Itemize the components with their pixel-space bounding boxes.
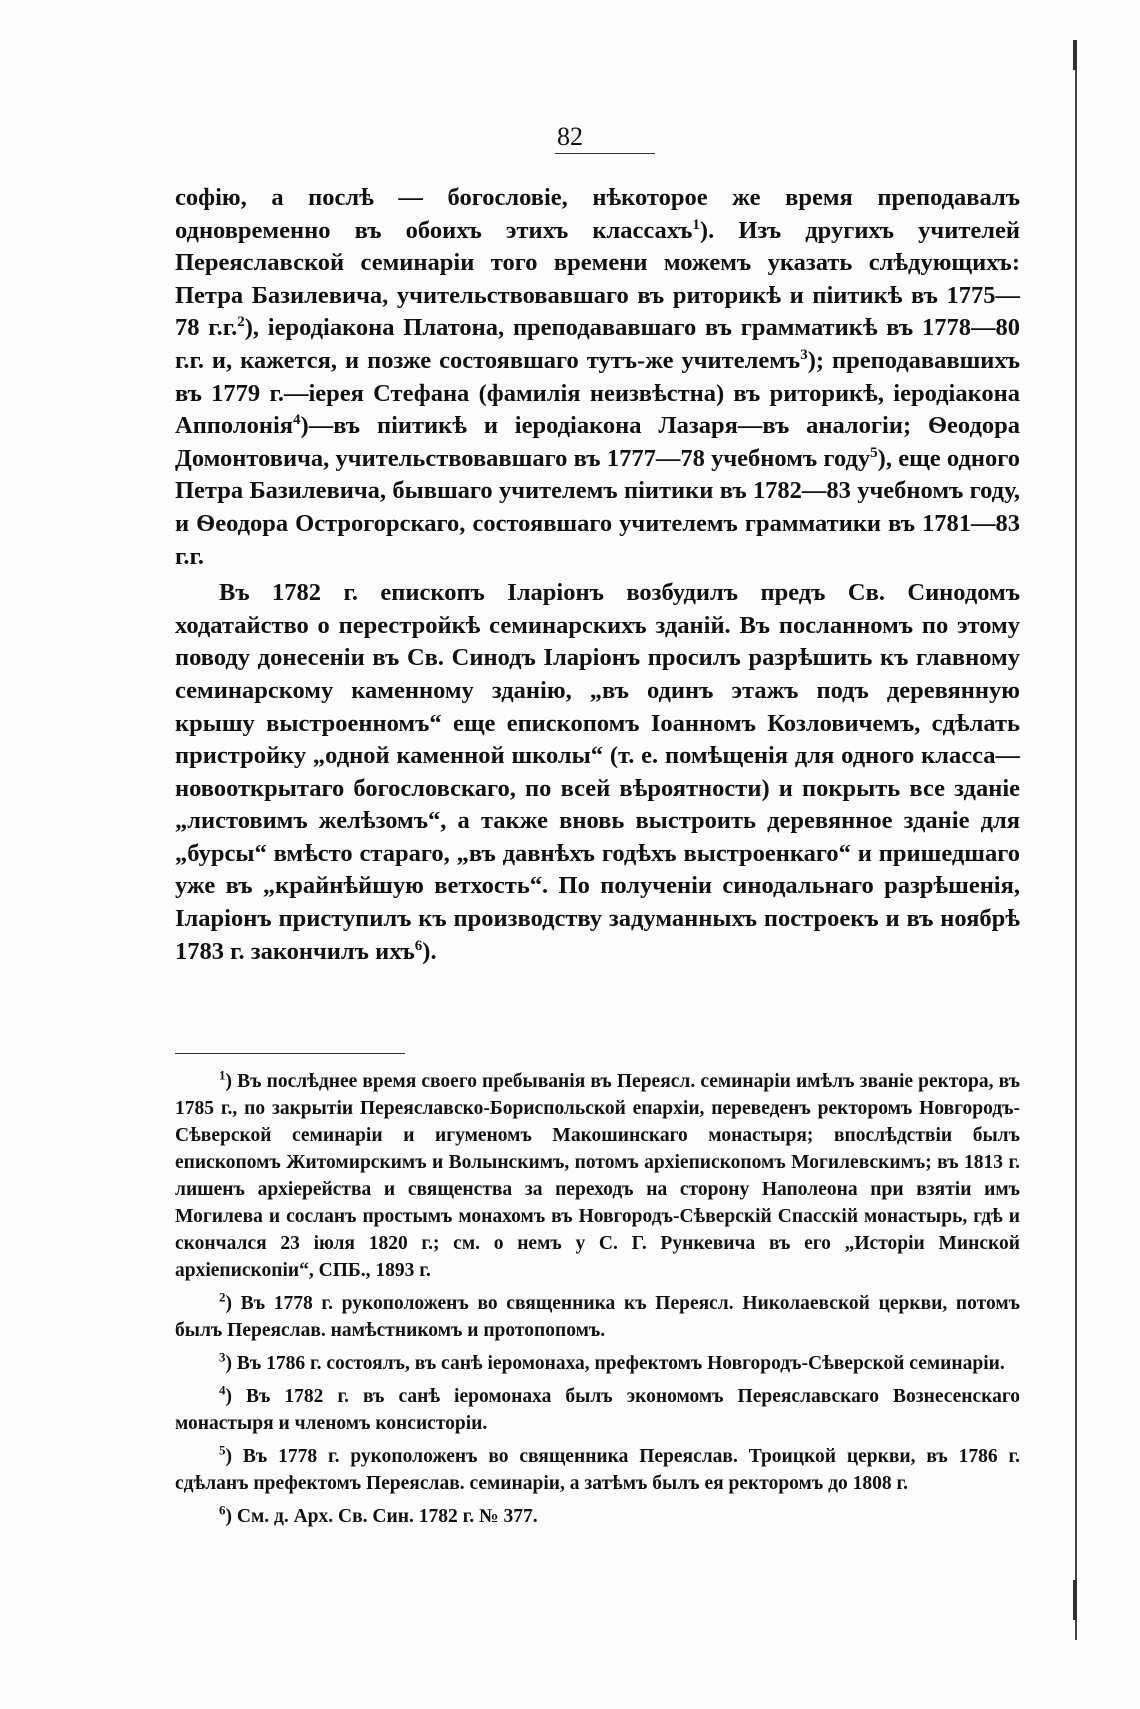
footnote-text: ) Въ послѣднее время своего пребыванія въ Переясл. семинаріи имѣлъ званіе ректора, въ 1785 г., по закрытіи Переяславско-Бориспольской епархіи, переведенъ ректоромъ Новгородъ-Сѣверской семинаріи и игуменомъ Макошинскаго монастыря; впослѣдствіи былъ епископомъ Житомирскимъ и Волынскимъ, потомъ архіепископомъ Могилевскимъ; въ 1813 г. лишенъ архіерейства и священства за переходъ на сторону Наполеона при взятіи имъ Могилева и сосланъ простымъ монахомъ въ Новгородъ-Сѣверскій Спасскій монастырь, гдѣ и скончался 23 іюля 1820 г.; см. о немъ у С. Г. Рункевича въ его „Исторіи Минской архіепископіи“, СПБ., 1893 г. <box>175 1071 1020 1281</box>
text-segment: ), еще одного Петра Базилевича, бывшаго учителемъ піитики въ 1782—83 учебномъ году, и Ѳеодора Острогорскаго, состоявшаго учителемъ грамматики въ 1781—83 г.г. <box>175 444 1020 570</box>
footnote-ref: 2 <box>237 314 245 331</box>
text-segment: ); преподававшихъ въ 1779 г.—іерея Стефана (фамилія неизвѣстна) въ риторикѣ, іеродіакона Апполонія <box>175 346 1021 440</box>
footnote-ref: 3 <box>800 346 808 363</box>
footnote-mark: 4 <box>219 1382 226 1398</box>
page-number: 82 <box>557 122 583 151</box>
paragraph-1 <box>175 182 1020 573</box>
footnote-text: ) Въ 1778 г. рукоположенъ во священника къ Переясл. Николаевской церкви, потомъ былъ Переяслав. намѣстникомъ и протопопомъ. <box>175 1293 1020 1341</box>
footnote-text: ) Въ 1778 г. рукоположенъ во священника Переяслав. Троицкой церкви, въ 1786 г. сдѣланъ префектомъ Переяслав. семинаріи, а затѣмъ былъ ея ректоромъ до 1808 г. <box>175 1446 1020 1494</box>
text-segment: ), іеродіакона Платона, преподававшаго въ грамматикѣ въ 1778—80 г.г. и, кажется, и позже состоявшаго тутъ-же учителемъ <box>175 314 1020 374</box>
page-number-rule <box>555 153 655 154</box>
footnote-text: ) Въ 1786 г. состоялъ, въ санѣ іеромонаха, префектомъ Новгородъ-Сѣверской семинаріи. <box>225 1353 1005 1374</box>
page-edge-line <box>1075 40 1077 1640</box>
footnote-mark: 6 <box>219 1502 226 1518</box>
text-segment: софію, а послѣ — богословіе, нѣкоторое же время преподавалъ одновременно въ обоихъ этихъ классахъ <box>175 184 1020 244</box>
footnote-text: ) См. д. Арх. Св. Син. 1782 г. № 377. <box>225 1506 538 1527</box>
text-segment: ). <box>422 937 437 965</box>
footnote-6 <box>175 1503 1020 1530</box>
footnote-ref: 5 <box>870 444 878 461</box>
footnotes <box>175 1068 1020 1536</box>
footnote-mark: 3 <box>219 1349 226 1365</box>
footnote-ref: 1 <box>692 216 700 233</box>
footnote-ref: 6 <box>414 937 423 954</box>
footnote-4 <box>175 1383 1020 1437</box>
footnote-mark: 5 <box>219 1442 226 1458</box>
main-text <box>175 182 1020 968</box>
footnote-separator <box>175 1053 405 1054</box>
text-segment: Въ 1782 г. епископъ Іларіонъ возбудилъ предъ Св. Синодомъ ходатайство о перестройкѣ семинарскихъ зданій. Въ посланномъ по этому поводу донесеніи въ Св. Синодъ Іларіонъ просилъ разрѣшить къ главному семинарскому каменному зданію, „въ одинъ этажъ подъ деревянную крышу выстроенномъ“ еще епископомъ Іоанномъ Козловичемъ, сдѣлать пристройку „одной каменной школы“ (т. е. помѣщенія для одного класса—новооткрытаго богословскаго, по всей вѣроятности) и покрыть все зданіе „листовимъ желѣзомъ“, а также вновь выстроить деревянное зданіе для „бурсы“ вмѣсто стараго, „въ давнѣхъ годѣхъ выстроенкаго“ и пришедшаго уже въ „крайнѣйшую ветхость“. По полученіи синодальнаго разрѣшенія, Іларіонъ приступилъ къ производству задуманныхъ построекъ и въ ноябрѣ 1783 г. закончилъ ихъ <box>175 579 1020 965</box>
footnote-1 <box>175 1068 1020 1284</box>
footnote-2 <box>175 1290 1020 1344</box>
footnote-ref: 4 <box>293 412 301 428</box>
footnote-3 <box>175 1350 1020 1377</box>
text-segment: ). Изъ другихъ учителей Переяславской семинаріи того времени можемъ указать слѣдующихъ: Петра Базилевича, учительствовавшаго въ риторикѣ и піитикѣ въ 1775—78 г.г. <box>175 216 1020 342</box>
footnote-mark: 2 <box>219 1289 226 1305</box>
footnote-5 <box>175 1443 1020 1497</box>
text-segment: )—въ піитикѣ и іеродіакона Лазаря—въ аналогіи; Ѳеодора Домонтовича, учительствовавшаго въ 1777—78 учебномъ году <box>175 412 1020 472</box>
footnote-mark: 1 <box>219 1067 226 1083</box>
paragraph-2 <box>175 577 1020 968</box>
page-edge-mark-bottom <box>1073 1580 1077 1620</box>
footnote-text: ) Въ 1782 г. въ санѣ іеромонаха былъ экономомъ Переяславскаго Вознесенскаго монастыря и членомъ консисторіи. <box>175 1386 1020 1434</box>
page-edge-mark-top <box>1073 40 1077 70</box>
